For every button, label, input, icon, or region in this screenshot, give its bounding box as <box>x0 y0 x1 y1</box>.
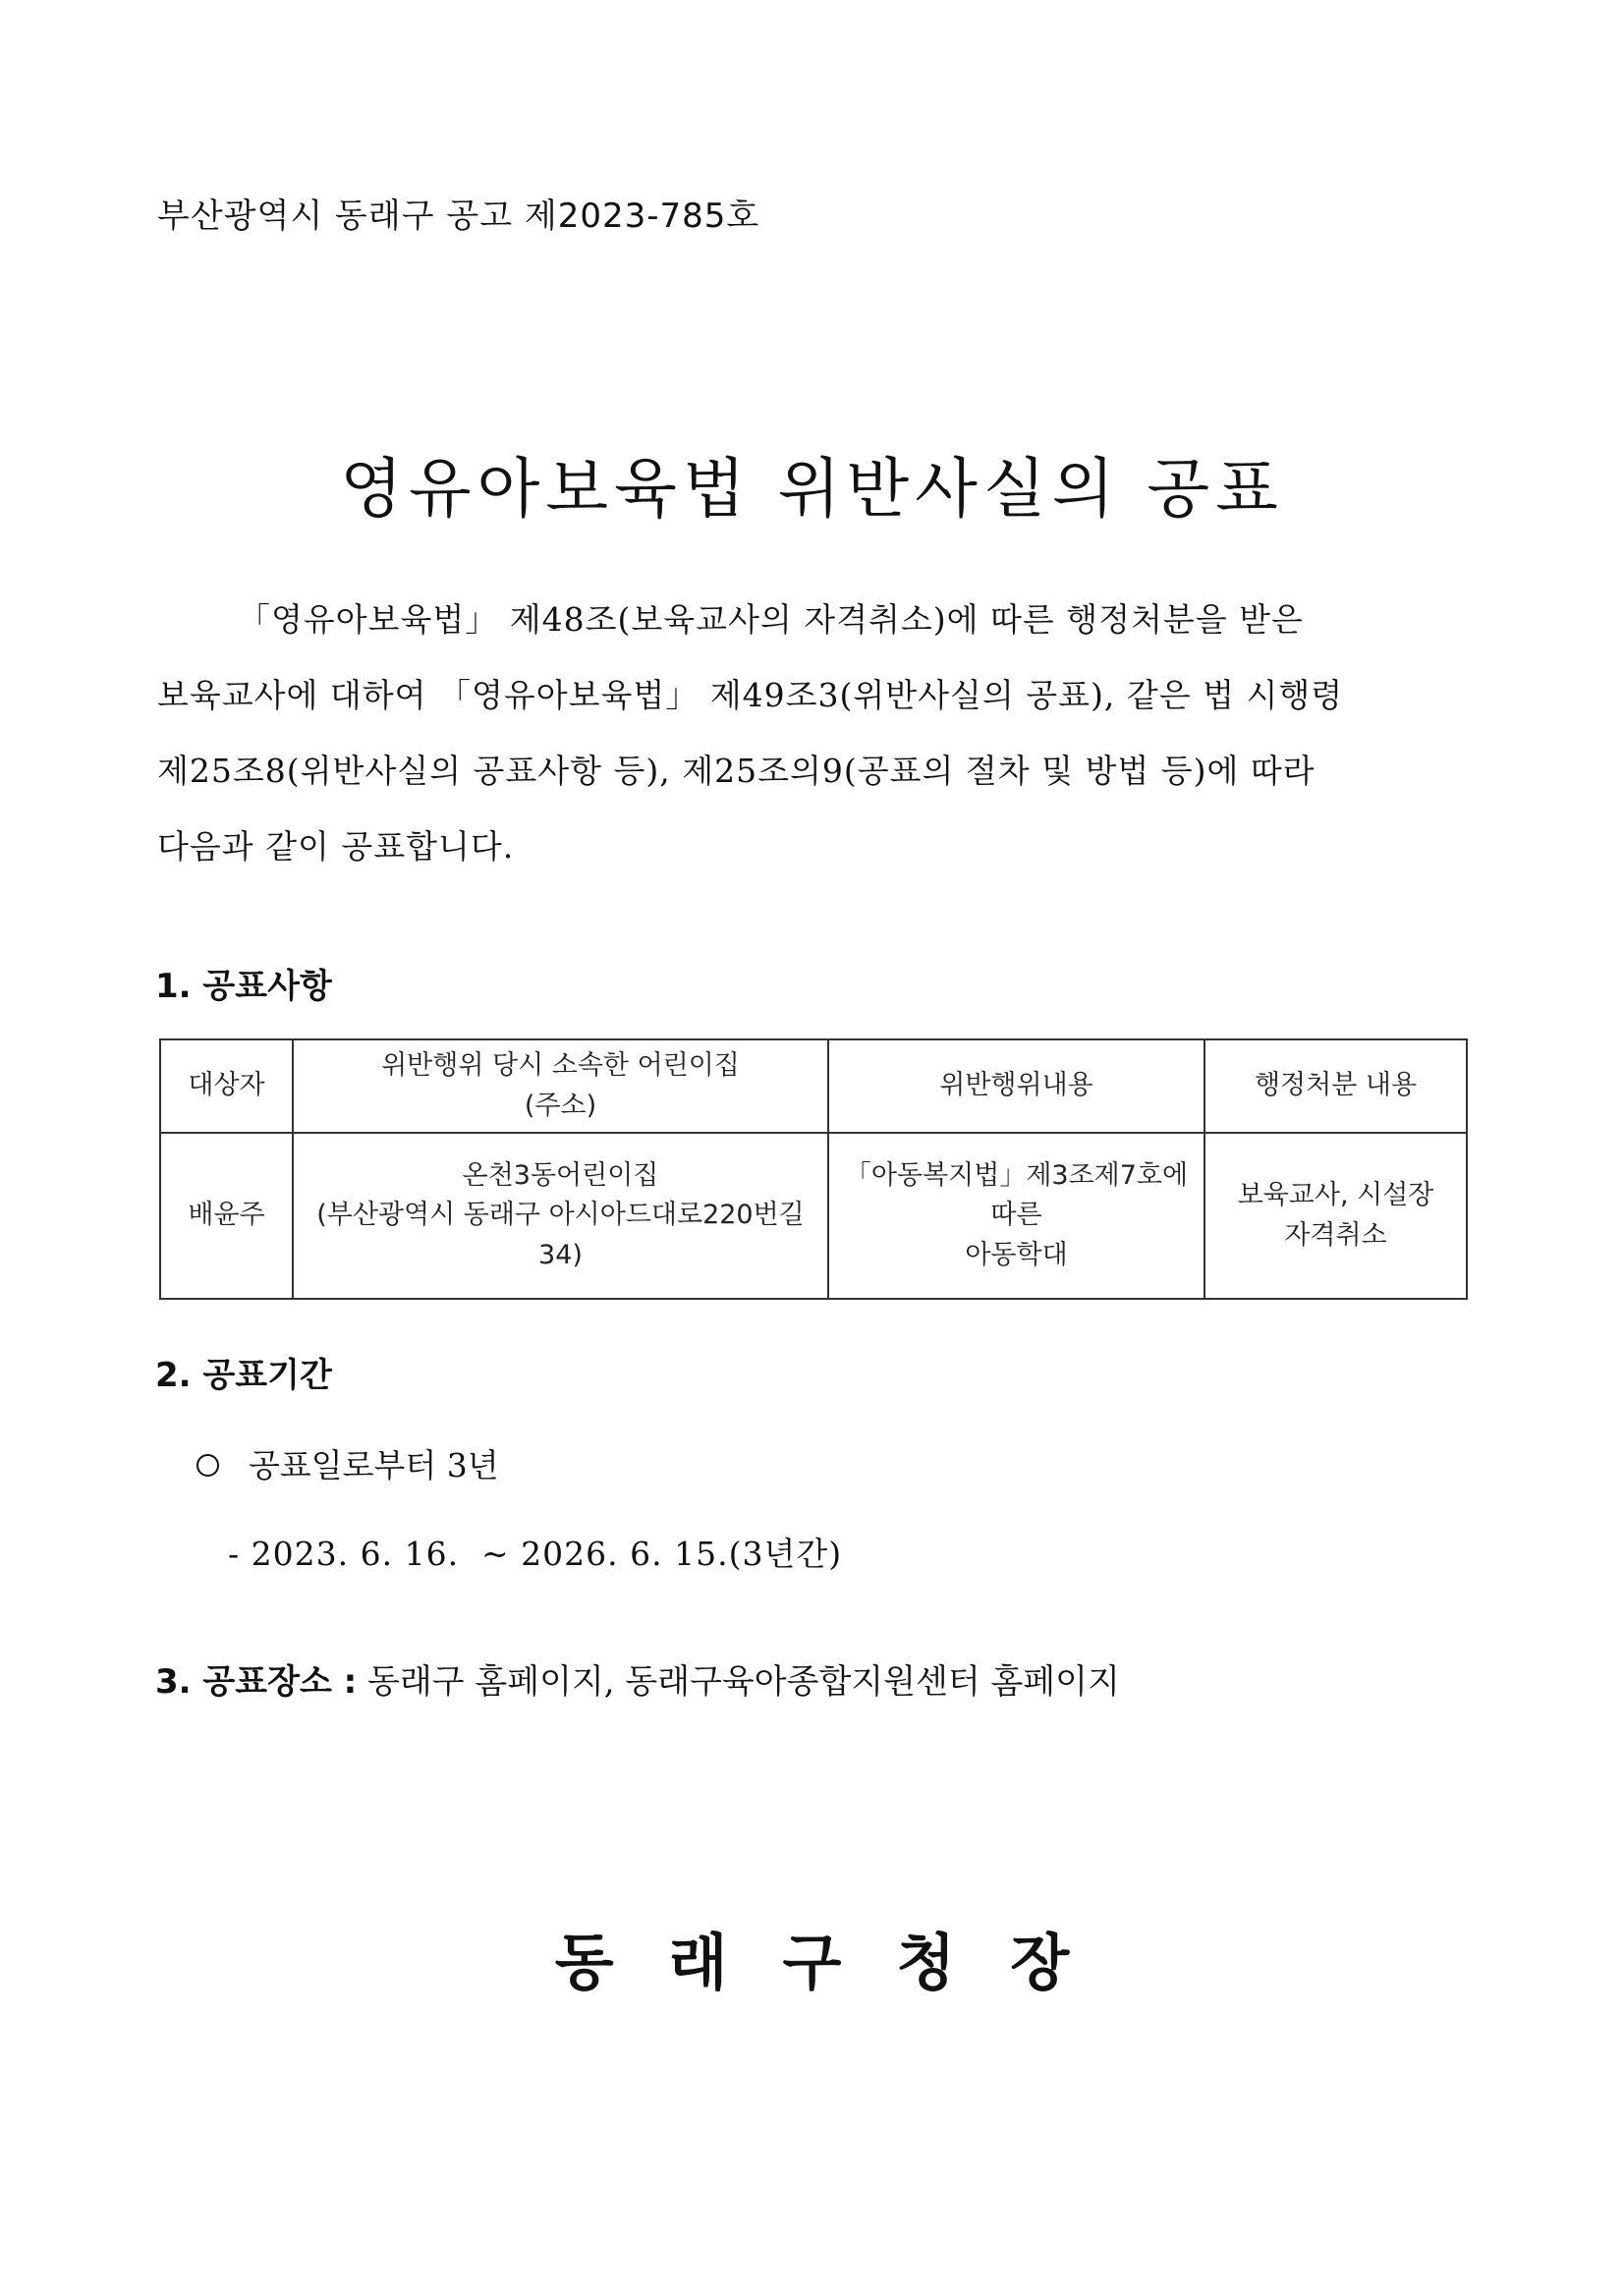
section-place <box>155 1654 1120 1703</box>
section-heading-place: 3. 공표장소 : <box>155 1662 358 1702</box>
header-action: 행정처분 내용 <box>1204 1039 1467 1133</box>
period-bullet-text: 공표일로부터 3년 <box>249 1446 499 1484</box>
header-subject: 대상자 <box>160 1039 293 1133</box>
cell-action <box>1204 1133 1467 1299</box>
header-violation: 위반행위내용 <box>828 1039 1204 1133</box>
violation-line: 아동학대 <box>965 1239 1068 1270</box>
violation-line: 「아동복지법」제3조제7호에 따른 <box>844 1159 1189 1231</box>
notice-number: 부산광역시 동래구 공고 제2023-785호 <box>157 196 760 236</box>
intro-paragraph <box>157 582 1434 884</box>
action-line: 자격취소 <box>1284 1219 1387 1251</box>
circle-bullet-icon <box>196 1454 219 1477</box>
document-title: 영유아보육법 위반사실의 공표 <box>340 451 1284 528</box>
facility-name: 온천3동어린이집 <box>462 1159 659 1191</box>
table-header-row <box>160 1039 1467 1133</box>
header-facility <box>293 1039 828 1133</box>
table-row <box>160 1133 1467 1299</box>
period-range: - 2023. 6. 16. ~ 2026. 6. 15.(3년간) <box>228 1535 843 1573</box>
cell-violation <box>828 1133 1204 1299</box>
cell-subject: 배윤주 <box>160 1133 293 1299</box>
cell-facility <box>293 1133 828 1299</box>
announcement-table <box>159 1038 1468 1300</box>
header-facility-line: 위반행위 당시 소속한 어린이집 <box>381 1050 740 1081</box>
action-line: 보육교사, 시설장 <box>1237 1180 1434 1210</box>
facility-address: (부산광역시 동래구 아시아드대로220번길 34) <box>316 1200 805 1270</box>
intro-line: 「영유아보육법」 제48조(보육교사의 자격취소)에 따른 행정처분을 받은 <box>238 600 1304 639</box>
place-value: 동래구 홈페이지, 동래구육아종합지원센터 홈페이지 <box>367 1662 1120 1702</box>
intro-line: 다음과 같이 공표합니다. <box>157 827 515 866</box>
intro-line: 제25조8(위반사실의 공표사항 등), 제25조의9(공표의 절차 및 방법 등)에 따라 <box>157 752 1316 790</box>
intro-line: 보육교사에 대하여 「영유아보육법」 제49조3(위반사실의 공표), 같은 법 시행령 <box>157 676 1344 714</box>
section-heading-period: 2. 공표기간 <box>155 1356 332 1395</box>
section-heading-announcement: 1. 공표사항 <box>155 967 332 1006</box>
header-facility-address-label: (주소) <box>524 1090 597 1121</box>
period-bullet <box>196 1440 499 1486</box>
signature: 동래구청장 <box>554 1927 1125 1998</box>
